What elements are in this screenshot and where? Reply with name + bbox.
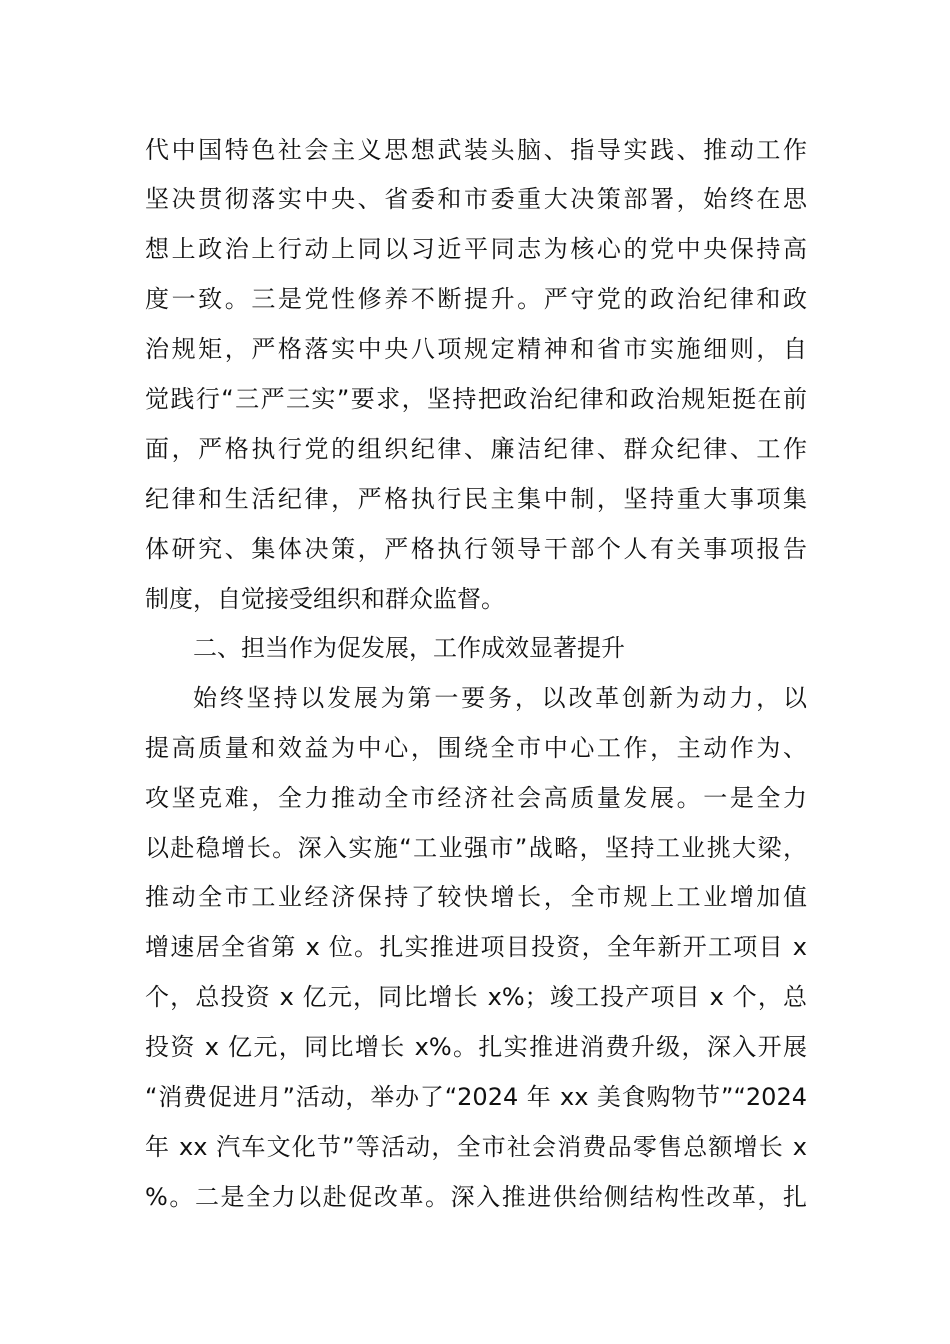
text-line: 年 xx 汽车文化节”等活动，全市社会消费品零售总额增长 x (145, 1133, 807, 1161)
text-line: 度一致。三是党性修养不断提升。严守党的政治纪律和政 (145, 285, 807, 313)
text-line: 增速居全省第 x 位。扎实推进项目投资，全年新开工项目 x (145, 933, 807, 961)
text-line: 攻坚克难，全力推动全市经济社会高质量发展。一是全力 (145, 784, 807, 812)
text-line: 代中国特色社会主义思想武装头脑、指导实践、推动工作 (145, 136, 807, 164)
text-line: %。二是全力以赴促改革。深入推进供给侧结构性改革，扎 (145, 1183, 807, 1211)
text-line: 面，严格执行党的组织纪律、廉洁纪律、群众纪律、工作 (145, 435, 807, 463)
paragraph-last-line: 制度，自觉接受组织和群众监督。 (145, 585, 505, 613)
text-line: 投资 x 亿元，同比增长 x%。扎实推进消费升级，深入开展 (145, 1033, 807, 1061)
text-line: “消费促进月”活动，举办了“2024 年 xx 美食购物节”“2024 (145, 1083, 807, 1111)
text-line: 以赴稳增长。深入实施“工业强市”战略，坚持工业挑大梁， (145, 834, 807, 862)
text-line: 坚决贯彻落实中央、省委和市委重大决策部署，始终在思 (145, 185, 807, 213)
paragraph-first-line: 始终坚持以发展为第一要务，以改革创新为动力，以 (193, 684, 807, 712)
section-heading: 二、担当作为促发展，工作成效显著提升 (193, 634, 625, 662)
text-line: 想上政治上行动上同以习近平同志为核心的党中央保持高 (145, 235, 807, 263)
text-line: 觉践行“三严三实”要求，坚持把政治纪律和政治规矩挺在前 (145, 385, 807, 413)
text-line: 推动全市工业经济保持了较快增长，全市规上工业增加值 (145, 883, 807, 911)
text-line: 纪律和生活纪律，严格执行民主集中制，坚持重大事项集 (145, 485, 807, 513)
text-line: 体研究、集体决策，严格执行领导干部个人有关事项报告 (145, 535, 807, 563)
text-line: 个，总投资 x 亿元，同比增长 x%；竣工投产项目 x 个，总 (145, 983, 807, 1011)
text-line: 提高质量和效益为中心，围绕全市中心工作，主动作为、 (145, 734, 807, 762)
text-line: 治规矩，严格落实中央八项规定精神和省市实施细则，自 (145, 335, 807, 363)
